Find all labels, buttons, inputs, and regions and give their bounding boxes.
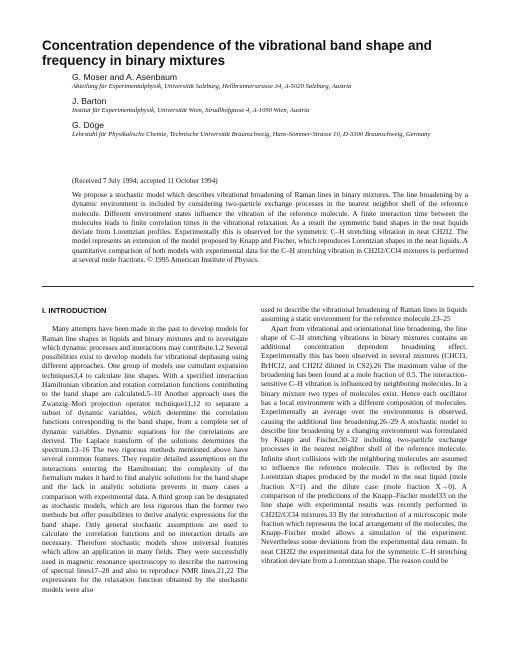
right-paragraph-2: Apart from vibrational and orientational line broadening, the line shape of C–H stretching vibrations in binary mixtures contains an additional concentration dependent broadening effect. Experimentally this has been observed in several mixtures (CHCl3, BrHCl2, and CH2I2 diluted in CS2).26 The maximum value of the broadening has been found at a mole fraction of 0.5. The interaction-sensitive C–H vibration is influenced by neighboring molecules. In a binary mixture two types of molecules exist. Hence each oscillator has a local environment with a different composition of molecules. Experimentally an average over the environments is observed, causing the additional line broadening.26–29 A stochastic model to describe line broadening by a changing environment was formulated by Knapp and Fischer,30–32 including two-particle exchange processes in the nearest neighbor shell of the reference molecule. Infinite short collisions with the neighboring molecules are assumed to influence the reference molecule. This is reflected by the Lorentzian shapes produced by the model in the neat liquid (mole fraction X=1) and the dilute case (mole fraction X→0). A comparison of the predictions of the Knapp–Fischer model33 on the line shape with experimental results was recently performed in CH2I2/CCl4 mixtures.33 By the introduction of a microscopic mole fraction which represents the local arrangement of the molecules, the Knapp–Fischer model allows a simulation of the experiment. Nevertheless some deviations from the experimental data remain. In neat CH2I2 the experimental data for the symmetric C–H stretching vibration deviate from a Lorentzian shape. The reason could be <box>261 323 467 566</box>
header-divider <box>42 286 474 287</box>
right-paragraph-1: used to describe the vibrational broadening of Raman lines in liquids assuming a static environment for the reference molecule.23–25 <box>261 305 467 324</box>
abstract: We propose a stochastic model which describes vibrational broadening of Raman lines in binary mixtures. The line broadening by a dynamic environment is included by considering two-particle exchange processes in the nearest neighbor shell of the reference molecule. Different environment states influence the vibration of the reference molecule. A finite interaction time between the molecules leads to finite correlation times in the vibrational relaxation. As a result the symmetric band shapes in the neat liquids deviate from Lorentzian profiles. Experimentally this is observed for the symmetric C–H stretching vibration in neat CH2I2. The model represents an extension of the model proposed by Knapp and Fischer, which reproduces Lorentzian shapes in the neat liquids. A quantitative comparison of both models with experimental data for the C–H stretching vibration in CH2I2/CCl4 mixtures is performed at several mole fractions. © 1995 American Institute of Physics. <box>72 190 468 265</box>
right-column <box>261 305 467 565</box>
author-names-1: G. Moser and A. Asenbaum <box>72 72 178 82</box>
author-affiliation-1: Abteilung für Experimentalphysik, Universität Salzburg, Hellbrunnerstrasse 34, A-5020 Salzburg, Austria <box>72 83 352 90</box>
author-affiliation-3: Lehrstuhl für Physikalische Chemie, Technische Universität Braunschweig, Hans-Sommer-Strasse 10, D-3300 Braunschweig, Germany <box>72 131 431 138</box>
author-names-2: J. Barton <box>72 96 107 106</box>
left-paragraph-1: Many attempts have been made in the past to develop models for Raman line shapes in liquids and binary mixtures and to investigate which dynamic processes and interactions may contribute.1,2 Several possibilities exist to develop models for vibrational dephasing using different approaches. One group of models use cumulant expansion techniques3,4 to calculate line shapes. With a specified interaction Hamiltonian vibration and rotation correlation functions contributing to the band shape are calculated.5–10 Another approach uses the Zwanzig–Mori projection operator technique11,12 to separate a subset of dynamic variables, which determine the correlation functions corresponding to the band shape, from a complete set of dynamic variables. Dynamic equations for the correlations are derived. The Laplace transform of the solutions determines the spectrum.13–16 The two rigorous methods mentioned above have several common features. They require detailed assumptions on the interactions entering the Hamiltonian; the complexity of the formalism makes it hard to find analytic solutions for the band shape and the lack in analytic solutions prevents in many cases a comparison with experimental data. A third group can be designated as stochastic models, which are less rigorous than the former two methods but offer possibilities to derive analytic expressions for the band shape. Only general stochastic assumptions are used to calculate the correlation functions and no interaction details are necessary. Therefore stochastic models show universal features which allow an application in many fields. They were successfully used in magnetic resonance spectroscopy to describe the narrowing of spectral lines17–20 and also to reproduce NMR lines.21,22 The expressions for the relaxation function obtained by the stochastic models were also <box>42 324 248 594</box>
article-title: Concentration dependence of the vibrational band shape and frequency in binary mixtures <box>42 38 432 68</box>
section-heading: I. INTRODUCTION <box>42 306 107 315</box>
author-names-3: G. Döge <box>72 120 105 130</box>
left-column <box>42 306 248 594</box>
author-affiliation-2: Institut für Experimentalphysik, Universität Wien, Strudlhofgasse 4, A-1090 Wien, Austria <box>72 107 310 114</box>
received-dates: (Received 7 July 1994; accepted 11 October 1994) <box>72 177 218 185</box>
